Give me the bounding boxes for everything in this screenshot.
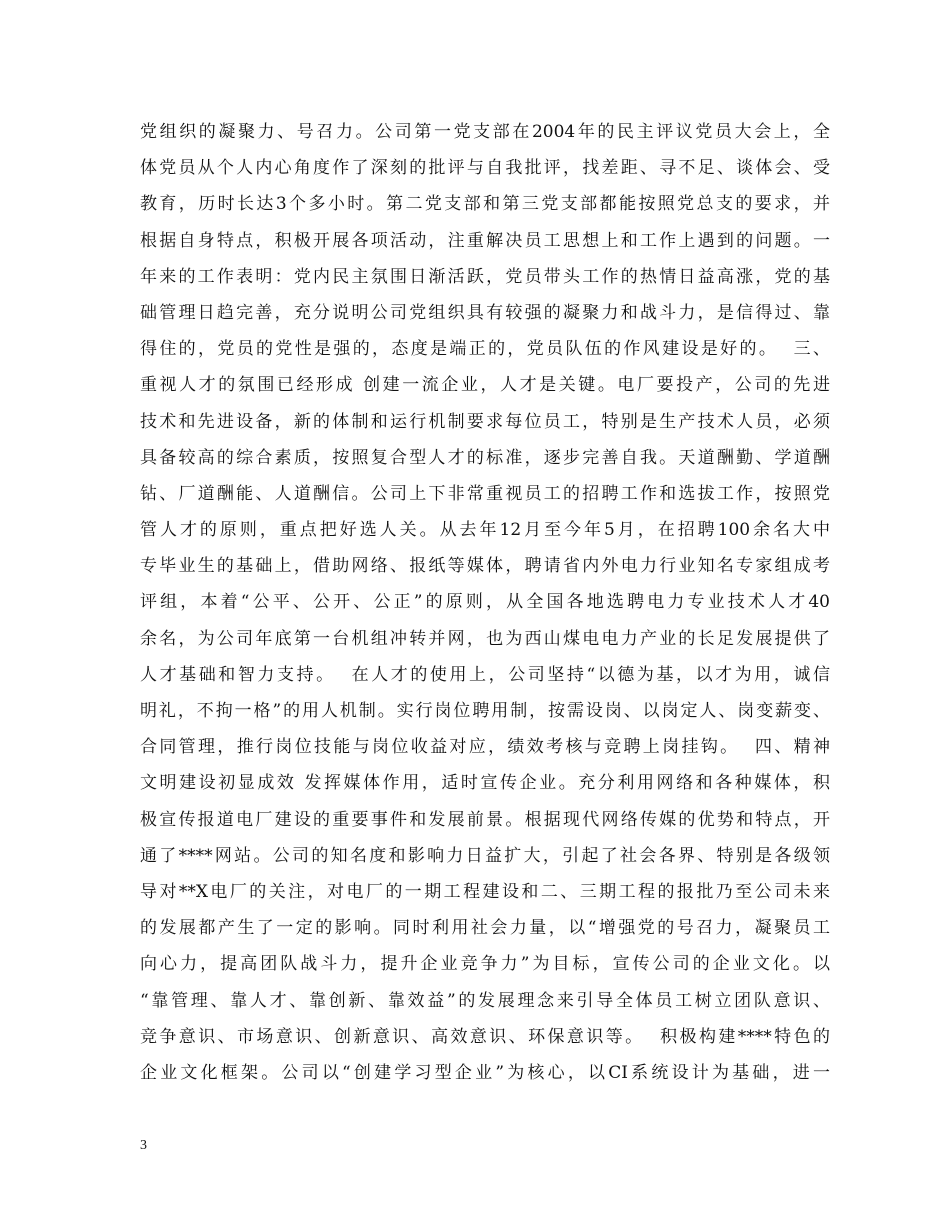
text-line: 管人才的原则，重点把好选人关。从去年12月至今年5月，在招聘100余名大中 [140,520,830,541]
text-line: 体党员从个人内心角度作了深刻的批评与自我批评，找差距、寻不足、谈体会、受 [140,158,830,179]
text-line: 人才基础和智力支持。 在人才的使用上，公司坚持“以德为基，以才为用，诚信 [140,664,830,685]
text-line: 导对**X电厂的关注，对电厂的一期工程建设和二、三期工程的报批乃至公司未来 [140,881,830,902]
text-line: 极宣传报道电厂建设的重要事件和发展前景。根据现代网络传媒的优势和特点，开 [140,809,830,830]
text-line: 具备较高的综合素质，按照复合型人才的标准，逐步完善自我。天道酬勤、学道酬 [140,447,830,468]
text-line: 专毕业生的基础上，借助网络、报纸等媒体，聘请省内外电力行业知名专家组成考 [140,556,830,577]
text-line: 教育，历时长达3个多小时。第二党支部和第三党支部都能按照党总支的要求，并 [140,194,830,215]
text-line: “靠管理、靠人才、靠创新、靠效益”的发展理念来引导全体员工树立团队意识、 [140,990,830,1011]
text-line: 年来的工作表明：党内民主氛围日渐活跃，党员带头工作的热情日益高涨，党的基 [140,266,830,287]
text-line: 根据自身特点，积极开展各项活动，注重解决员工思想上和工作上遇到的问题。一 [140,230,830,251]
text-line: 企业文化框架。公司以“创建学习型企业”为核心，以CI系统设计为基础，进一 [140,1062,830,1083]
text-line: 的发展都产生了一定的影响。同时利用社会力量，以“增强党的号召力，凝聚员工 [140,918,830,939]
text-line: 础管理日趋完善，充分说明公司党组织具有较强的凝聚力和战斗力，是信得过、靠 [140,302,830,323]
body-text [140,114,830,1091]
text-line: 通了****网站。公司的知名度和影响力日益扩大，引起了社会各界、特别是各级领 [140,845,830,866]
text-line: 重视人才的氛围已经形成 创建一流企业，人才是关键。电厂要投产，公司的先进 [140,375,830,396]
text-line: 文明建设初显成效 发挥媒体作用，适时宣传企业。充分利用网络和各种媒体，积 [140,773,830,794]
text-line: 党组织的凝聚力、号召力。公司第一党支部在2004年的民主评议党员大会上，全 [140,122,830,142]
text-line: 向心力，提高团队战斗力，提升企业竞争力”为目标，宣传公司的企业文化。以 [140,954,830,975]
text-line: 合同管理，推行岗位技能与岗位收益对应，绩效考核与竞聘上岗挂钩。 四、精神 [140,737,830,758]
text-line: 竞争意识、市场意识、创新意识、高效意识、环保意识等。 积极构建****特色的 [140,1026,830,1047]
text-line: 评组，本着“公平、公开、公正”的原则，从全国各地选聘电力专业技术人才40 [140,592,830,613]
page-number: 3 [140,1138,147,1153]
text-line: 余名，为公司年底第一台机组冲转并网，也为西山煤电电力产业的长足发展提供了 [140,628,830,649]
text-line: 明礼，不拘一格”的用人机制。实行岗位聘用制，按需设岗、以岗定人、岗变薪变、 [140,701,830,721]
text-line: 技术和先进设备，新的体制和运行机制要求每位员工，特别是生产技术人员，必须 [140,411,830,432]
text-line: 得住的，党员的党性是强的，态度是端正的，党员队伍的作风建设是好的。 三、 [140,339,830,360]
text-line: 钻、厂道酬能、人道酬信。公司上下非常重视员工的招聘工作和选拔工作，按照党 [140,483,830,504]
